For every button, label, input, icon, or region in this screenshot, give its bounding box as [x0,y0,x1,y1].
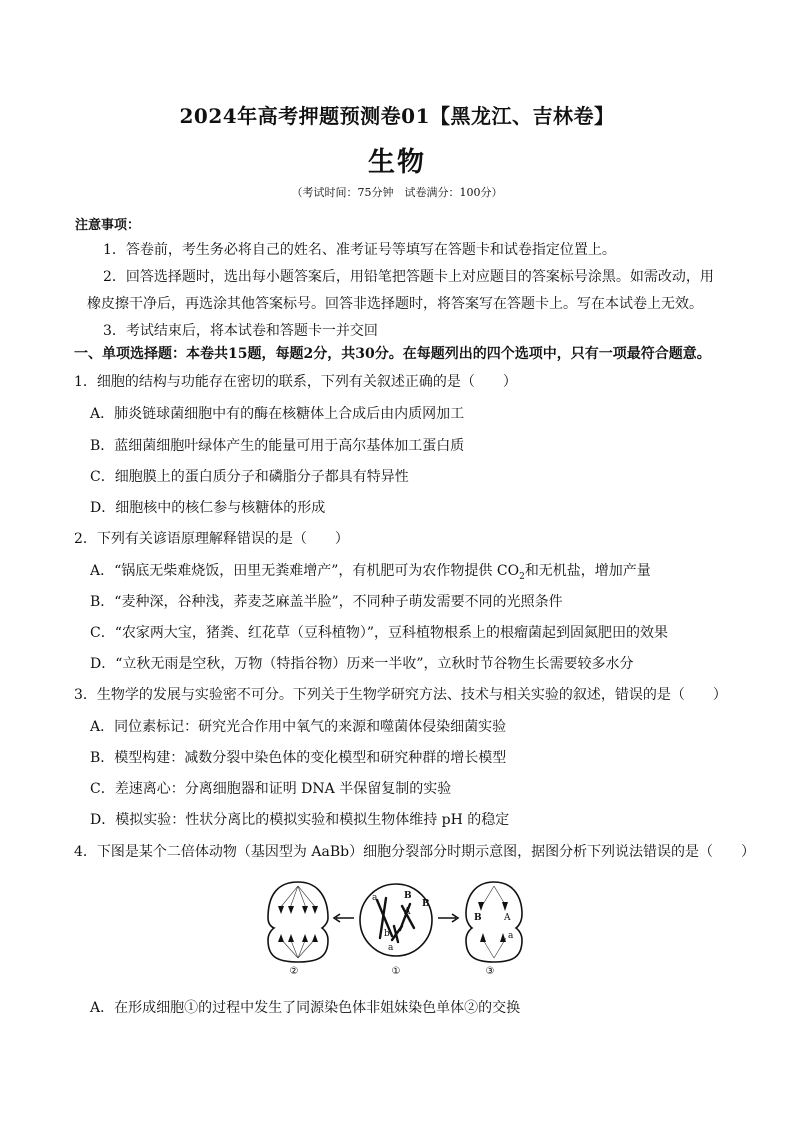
q1-option-c: C．细胞膜上的蛋白质分子和磷脂分子都具有特异性 [90,469,409,485]
cell-1-label: ① [391,966,401,976]
q2-option-a: A．“锅底无柴难烧饭，田里无粪难增产”，有机肥可为农作物提供 $CO_2$和无机盐，增加产量 [90,563,651,582]
svg-text:B: B [404,891,412,901]
q2-option-c: C．“农家两大宝，猪粪、红花草（豆科植物）”，豆科植物根系上的根瘤菌起到固氮肥田的效果 [90,625,669,641]
arrow-left-icon [334,914,354,922]
q3-option-a: A．同位素标记：研究光合作用中氧气的来源和噬菌体侵染细菌实验 [90,719,507,735]
q3-stem: 3．生物学的发展与实验密不可分。下列关于生物学研究方法、技术与相关实验的叙述，错误的是（ ） [74,687,727,703]
notice-item-2-line-1: 2．回答选择题时，选出每小题答案后，用铅笔把答题卡上对应题目的答案标号涂黑。如需改动，用 [103,269,714,285]
notice-item-3: 3．考试结束后，将本试卷和答题卡一并交回 [103,323,378,339]
notice-heading: 注意事项： [75,218,141,233]
q1-stem: 1．细胞的结构与功能存在密切的联系，下列有关叙述正确的是（ ） [74,374,517,390]
q3-option-d: D．模拟实验：性状分离比的模拟实验和模拟生物体维持 pH 的稳定 [90,812,510,828]
svg-text:a: a [372,893,378,903]
q3-option-c: C．差速离心：分离细胞器和证明 DNA 半保留复制的实验 [90,781,452,797]
subject-title: 生物 [368,147,426,178]
svg-text:B: B [422,899,430,909]
q3-option-b: B．模型构建：减数分裂中染色体的变化模型和研究种群的增长模型 [90,750,507,766]
q2-option-d: D．“立秋无雨是空秋，万物（特指谷物）历来一半收”，立秋时节谷物生长需要较多水分 [90,656,634,672]
q1-option-a: A．肺炎链球菌细胞中有的酶在核糖体上合成后由内质网加工 [90,406,465,422]
cell-1-gene-labels [372,891,430,953]
cell-1-chromosomes [377,898,414,942]
cell-division-figure [262,878,544,976]
cell-2-membrane [268,882,328,962]
cell-1-membrane [360,884,432,956]
section-heading: 一、单项选择题：本卷共15题，每题2分，共30分。在每题列出的四个选项中，只有一项最符合题意。 [74,346,711,362]
q4-stem: 4．下图是某个二倍体动物（基因型为 AaBb）细胞分裂部分时期示意图，据图分析下列说法错误的是（ ） [74,844,756,860]
arrow-right-icon [438,914,458,922]
q1-option-d: D．细胞核中的核仁参与核糖体的形成 [90,500,326,516]
svg-text:B: B [474,913,482,923]
svg-text:A: A [404,907,411,917]
q1-option-b: B．蓝细菌细胞叶绿体产生的能量可用于高尔基体加工蛋白质 [90,438,465,454]
cell-2-label: ② [289,966,299,976]
cell-3-gene-labels [474,913,514,941]
cell-3-label: ③ [485,966,495,976]
exam-info: （考试时间：75分钟 试卷满分：100分） [291,186,503,199]
svg-text:b: b [384,929,390,939]
svg-text:a: a [508,931,514,941]
notice-item-2-line-2: 橡皮擦干净后，再选涂其他答案标号。回答非选择题时，将答案写在答题卡上。写在本试卷上无效。 [87,296,703,312]
q2-option-b: B．“麦种深，谷种浅，荞麦芝麻盖半脸”，不同种子萌发需要不同的光照条件 [90,594,563,610]
svg-text:A: A [504,913,511,923]
notice-item-1: 1．答卷前，考生务必将自己的姓名、准考证号等填写在答题卡和试卷指定位置上。 [103,242,616,258]
q4-option-a: A．在形成细胞①的过程中发生了同源染色体非姐妹染色单体②的交换 [90,1000,521,1016]
q2-stem: 2．下列有关谚语原理解释错误的是（ ） [74,531,349,547]
svg-text:a: a [388,943,394,953]
exam-title: 2024年高考押题预测卷01【黑龙江、吉林卷】 [179,104,615,128]
cell-2-chromosomes [278,906,318,942]
